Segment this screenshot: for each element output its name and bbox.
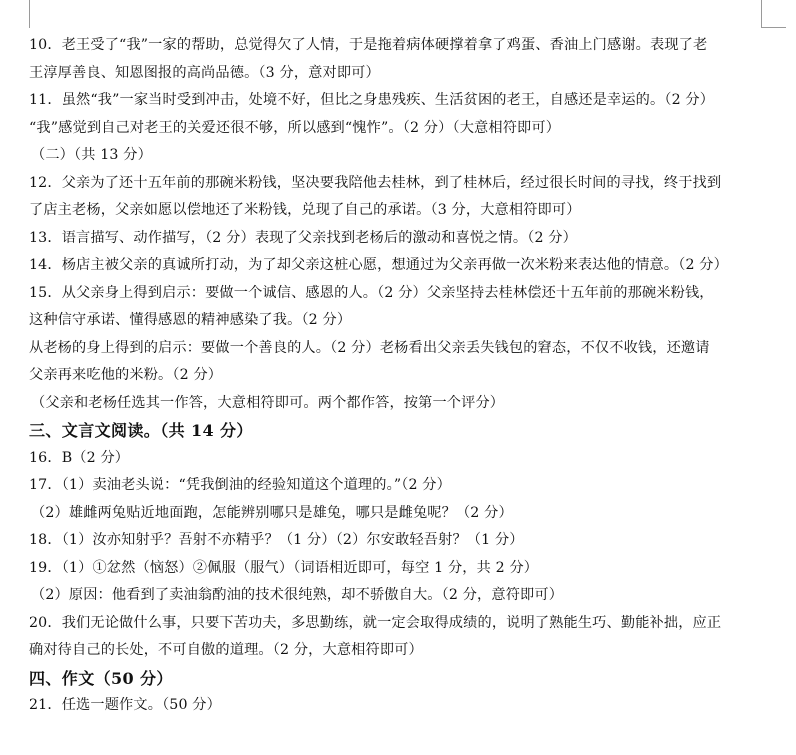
text-line: 20．我们无论做什么事，只要下苦功夫，多思勤练，就一定会取得成绩的，说明了熟能生巧、勤能补拙，应正 [29, 614, 722, 631]
text-line: 父亲再来吃他的米粉。（2 分） [29, 367, 223, 383]
answer-document [29, 32, 781, 720]
text-line: 11．虽然“我”一家当时受到冲击，处境不好，但比之身患残疾、生活贫困的老王，自感还是幸运的。（2 分） [29, 92, 715, 108]
text-line: 了店主老杨，父亲如愿以偿地还了米粉钱，兑现了自己的承诺。（3 分，大意相符即可） [29, 202, 581, 218]
text-line: 17．（1）卖油老头说：“凭我倒油的经验知道这个道理的。”（2 分） [29, 477, 451, 493]
crop-mark-right-horizontal [761, 27, 786, 28]
text-line: （父亲和老杨任选其一作答，大意相符即可。两个都作答，按第一个评分） [31, 394, 505, 411]
section-heading: 四、作文（50 分） [29, 668, 173, 688]
text-line: 从老杨的身上得到的启示：要做一个善良的人。（2 分）老杨看出父亲丢失钱包的窘态，不仅不收钱，还邀请 [29, 339, 710, 356]
crop-mark-top-left [29, 0, 30, 28]
section-heading: 三、文言文阅读。（共 14 分） [29, 421, 253, 440]
text-line: 14．杨店主被父亲的真诚所打动，为了却父亲这桩心愿，想通过为父亲再做一次米粉来表达他的情意。（2 分） [29, 257, 728, 273]
text-line: 确对待自己的长处，不可自傲的道理。（2 分，大意相符即可） [29, 642, 423, 658]
text-line: 19．（1）①忿然（恼怒）②佩服（服气）（词语相近即可，每空 1 分，共 2 分） [29, 559, 539, 576]
text-line: （2）雄雌两兔贴近地面跑，怎能辨别哪只是雄兔，哪只是雌兔呢？（2 分） [31, 504, 513, 521]
text-line: 16．B（2 分） [29, 449, 130, 466]
text-line: 18．（1）汝亦知射乎？吾射不亦精乎？（1 分）（2）尔安敢轻吾射？（1 分） [29, 532, 524, 548]
text-line: 13．语言描写、动作描写，（2 分）表现了父亲找到老杨后的激动和喜悦之情。（2 分） [29, 229, 577, 246]
text-line: （二）（共 13 分） [31, 147, 152, 163]
text-line: 21．任选一题作文。（50 分） [29, 697, 221, 713]
text-line: “我”感觉到自己对老王的关爱还很不够，所以感到“愧怍”。（2 分）（大意相符即可） [29, 119, 561, 136]
text-line: 王淳厚善良、知恩图报的高尚品德。（3 分，意对即可） [29, 64, 380, 81]
text-line: 这种信守承诺、懂得感恩的精神感染了我。（2 分） [29, 312, 352, 328]
text-line: 12．父亲为了还十五年前的那碗米粉钱，坚决要我陪他去桂林，到了桂林后，经过很长时间的寻找，终于找到 [29, 174, 722, 191]
text-line: 10．老王受了“我”一家的帮助，总觉得欠了人情，于是拖着病体硬撑着拿了鸡蛋、香油上门感谢。表现了老 [29, 37, 708, 53]
crop-mark-top-right [761, 0, 762, 28]
text-line: 15．从父亲身上得到启示：要做一个诚信、感恩的人。（2 分）父亲坚持去桂林偿还十五年前的那碗米粉钱， [29, 284, 714, 301]
text-line: （2）原因：他看到了卖油翁酌油的技术很纯熟，却不骄傲自大。（2 分，意符即可） [31, 587, 564, 603]
